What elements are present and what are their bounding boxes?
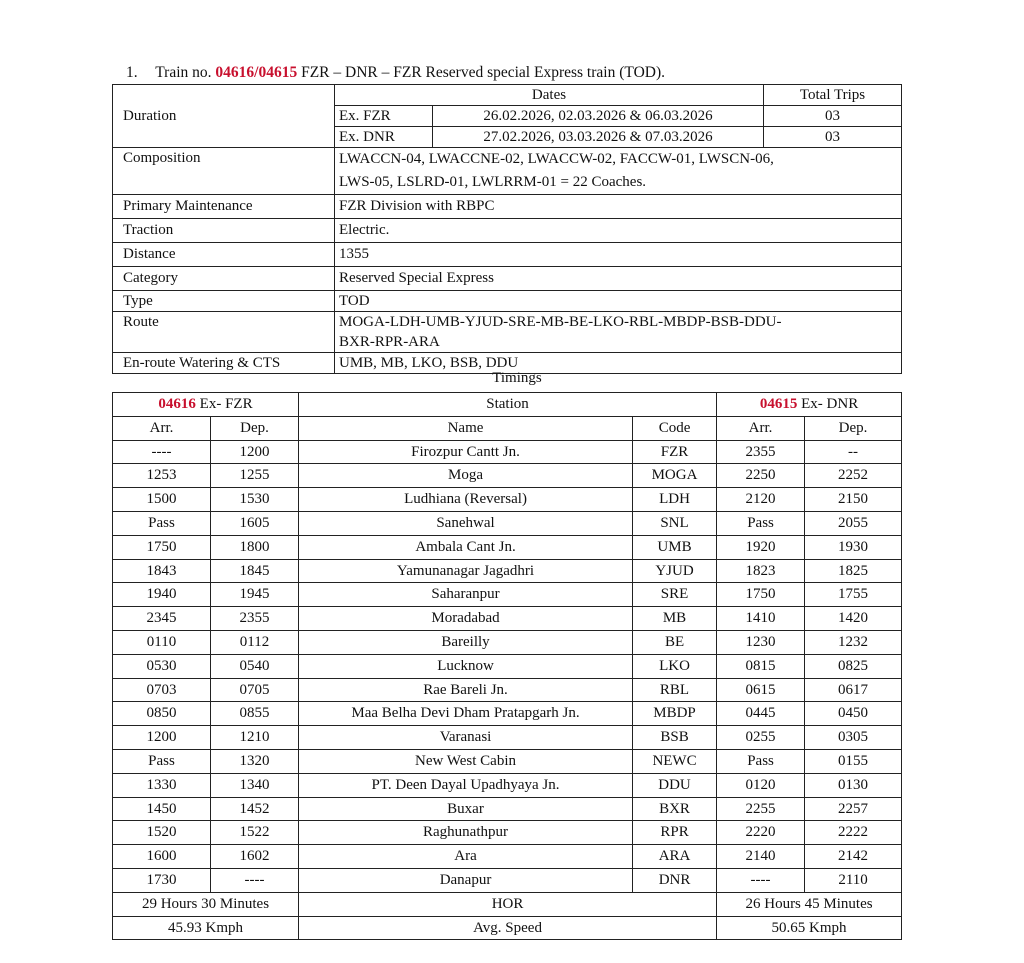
arr-time-ex-dnr: Pass [717,749,805,773]
dep-time-ex-fzr: 1210 [211,726,299,750]
dep-time-ex-fzr: 1800 [211,535,299,559]
timing-row [113,868,902,892]
timing-row [113,845,902,869]
speed-label: Avg. Speed [299,916,717,940]
arr-time-ex-fzr: 2345 [113,607,211,631]
dep-time-ex-fzr: 0855 [211,702,299,726]
arr-time-ex-fzr: 1750 [113,535,211,559]
dep-time-ex-fzr: 1605 [211,511,299,535]
arr-time-ex-fzr: 1520 [113,821,211,845]
type-value: TOD [335,291,902,312]
arr-time-ex-dnr: 2140 [717,845,805,869]
arr-time-ex-dnr: 2120 [717,488,805,512]
station-name: Rae Bareli Jn. [299,678,633,702]
trips-header: Total Trips [764,85,902,106]
station-name: Bareilly [299,630,633,654]
arr-time-ex-fzr: 0530 [113,654,211,678]
dep-time-ex-dnr: 2222 [805,821,902,845]
duration-label: Duration [113,85,335,148]
station-code: RPR [633,821,717,845]
route-line1: MOGA-LDH-UMB-YJUD-SRE-MB-BE-LKO-RBL-MBDP-BSB-DDU- [339,314,782,330]
station-code: SNL [633,511,717,535]
station-code: BE [633,630,717,654]
info-row-type [113,291,902,312]
arr-time-ex-fzr: 1843 [113,559,211,583]
info-row-composition [113,148,902,195]
dep-time-ex-fzr: 1320 [211,749,299,773]
dates-header: Dates [335,85,764,106]
timing-row [113,773,902,797]
station-name: Raghunathpur [299,821,633,845]
dep-time-ex-dnr: 1930 [805,535,902,559]
dep-time-ex-dnr: 2110 [805,868,902,892]
dep-time-ex-fzr: 1602 [211,845,299,869]
category-label: Category [113,267,335,291]
dep-time-ex-fzr: 1522 [211,821,299,845]
speed-left: 45.93 Kmph [113,916,299,940]
timings-header-row [113,393,902,417]
distance-label: Distance [113,243,335,267]
info-row-dates-header [113,85,902,106]
timing-row [113,821,902,845]
info-row-route [113,312,902,353]
speed-right: 50.65 Kmph [717,916,902,940]
dep-time-ex-fzr: 0112 [211,630,299,654]
duration-from: Ex. FZR [335,106,433,127]
train-heading [126,64,665,82]
dep-time-ex-dnr: 1825 [805,559,902,583]
timings-subheader-row [113,416,902,440]
dep-time-ex-fzr: 0705 [211,678,299,702]
timings-table [112,392,902,940]
dep-time-ex-dnr: 1232 [805,630,902,654]
dep-header: Dep. [805,416,902,440]
station-name: Ambala Cant Jn. [299,535,633,559]
train-info-table [112,84,902,374]
hor-row [113,892,902,916]
hor-left: 29 Hours 30 Minutes [113,892,299,916]
station-name: PT. Deen Dayal Upadhyaya Jn. [299,773,633,797]
timing-row [113,630,902,654]
dep-time-ex-fzr: 1255 [211,464,299,488]
dep-time-ex-dnr: 2257 [805,797,902,821]
right-train-from: Ex- DNR [797,396,859,412]
station-name: Ara [299,845,633,869]
dep-time-ex-fzr: 1200 [211,440,299,464]
left-train-from: Ex- FZR [195,396,253,412]
duration-trips: 03 [764,106,902,127]
arr-time-ex-dnr: 0445 [717,702,805,726]
station-header: Station [299,393,717,417]
distance-value: 1355 [335,243,902,267]
arr-header: Arr. [717,416,805,440]
station-code: MOGA [633,464,717,488]
duration-from: Ex. DNR [335,127,433,148]
dep-time-ex-dnr: 2055 [805,511,902,535]
dep-time-ex-fzr: 1452 [211,797,299,821]
traction-value: Electric. [335,219,902,243]
station-code: UMB [633,535,717,559]
arr-time-ex-fzr: 1450 [113,797,211,821]
info-row-traction [113,219,902,243]
info-row-distance [113,243,902,267]
dep-time-ex-dnr: 0450 [805,702,902,726]
station-name: Ludhiana (Reversal) [299,488,633,512]
heading-prefix: Train no. [155,64,212,81]
left-train-header [113,393,299,417]
station-code: SRE [633,583,717,607]
arr-header: Arr. [113,416,211,440]
arr-time-ex-dnr: 2220 [717,821,805,845]
dep-time-ex-dnr: 0825 [805,654,902,678]
left-train-no: 04616 [158,396,196,412]
arr-time-ex-dnr: 1750 [717,583,805,607]
timing-row [113,464,902,488]
station-code: MB [633,607,717,631]
arr-time-ex-dnr: 2355 [717,440,805,464]
duration-trips: 03 [764,127,902,148]
arr-time-ex-dnr: 2250 [717,464,805,488]
dep-time-ex-dnr: 0305 [805,726,902,750]
station-name: Sanehwal [299,511,633,535]
hor-label: HOR [299,892,717,916]
dep-time-ex-fzr: 1845 [211,559,299,583]
station-code: NEWC [633,749,717,773]
station-name: Danapur [299,868,633,892]
timings-label: Timings [492,370,542,386]
timing-row [113,726,902,750]
station-code: RBL [633,678,717,702]
maintenance-value: FZR Division with RBPC [335,195,902,219]
heading-suffix: FZR – DNR – FZR Reserved special Express train (TOD). [301,64,665,81]
arr-time-ex-dnr: 1410 [717,607,805,631]
timing-row [113,702,902,726]
station-name: New West Cabin [299,749,633,773]
dep-time-ex-dnr: 0155 [805,749,902,773]
station-name: Yamunanagar Jagadhri [299,559,633,583]
arr-time-ex-dnr: 1823 [717,559,805,583]
duration-dates: 26.02.2026, 02.03.2026 & 06.03.2026 [433,106,764,127]
route-value [335,312,902,353]
dep-time-ex-dnr: 2252 [805,464,902,488]
watering-value: UMB, MB, LKO, BSB, DDU [335,353,902,374]
arr-time-ex-fzr: ---- [113,440,211,464]
dep-time-ex-dnr: 2142 [805,845,902,869]
arr-time-ex-fzr: Pass [113,511,211,535]
arr-time-ex-dnr: 0255 [717,726,805,750]
station-code: DDU [633,773,717,797]
type-label: Type [113,291,335,312]
name-header: Name [299,416,633,440]
duration-dates: 27.02.2026, 03.03.2026 & 07.03.2026 [433,127,764,148]
traction-label: Traction [113,219,335,243]
station-name: Buxar [299,797,633,821]
info-row-category [113,267,902,291]
dep-time-ex-fzr: 0540 [211,654,299,678]
hor-right: 26 Hours 45 Minutes [717,892,902,916]
arr-time-ex-fzr: 1330 [113,773,211,797]
station-code: LDH [633,488,717,512]
composition-value [335,148,902,195]
dep-time-ex-dnr: 1755 [805,583,902,607]
timing-row [113,511,902,535]
timings-body [113,440,902,892]
heading-train-nos: 04616/04615 [215,64,298,81]
route-label: Route [113,312,335,353]
arr-time-ex-dnr: 2255 [717,797,805,821]
timing-row [113,678,902,702]
station-code: YJUD [633,559,717,583]
dep-time-ex-dnr: 2150 [805,488,902,512]
right-train-no: 04615 [759,396,798,412]
station-code: ARA [633,845,717,869]
timing-row [113,583,902,607]
arr-time-ex-fzr: 1940 [113,583,211,607]
arr-time-ex-dnr: 1230 [717,630,805,654]
route-line2: BXR-RPR-ARA [339,334,440,350]
arr-time-ex-fzr: 1253 [113,464,211,488]
arr-time-ex-dnr: Pass [717,511,805,535]
dep-time-ex-dnr: 1420 [805,607,902,631]
station-code: DNR [633,868,717,892]
arr-time-ex-fzr: 1730 [113,868,211,892]
station-code: MBDP [633,702,717,726]
timing-row [113,797,902,821]
maintenance-label: Primary Maintenance [113,195,335,219]
right-train-header [717,393,902,417]
composition-line2: LWS-05, LSLRD-01, LWLRRM-01 = 22 Coaches. [339,174,647,190]
dep-time-ex-dnr: -- [805,440,902,464]
arr-time-ex-dnr: 0120 [717,773,805,797]
station-name: Moradabad [299,607,633,631]
speed-row [113,916,902,940]
timing-row [113,535,902,559]
station-name: Varanasi [299,726,633,750]
arr-time-ex-dnr: ---- [717,868,805,892]
arr-time-ex-fzr: 0703 [113,678,211,702]
station-code: BXR [633,797,717,821]
code-header: Code [633,416,717,440]
dep-time-ex-dnr: 0617 [805,678,902,702]
dep-header: Dep. [211,416,299,440]
arr-time-ex-dnr: 0615 [717,678,805,702]
composition-label: Composition [113,148,335,195]
dep-time-ex-fzr: 1530 [211,488,299,512]
station-code: LKO [633,654,717,678]
dep-time-ex-fzr: ---- [211,868,299,892]
arr-time-ex-fzr: Pass [113,749,211,773]
heading-number: 1. [126,64,138,81]
arr-time-ex-fzr: 1600 [113,845,211,869]
station-name: Saharanpur [299,583,633,607]
station-name: Lucknow [299,654,633,678]
dep-time-ex-fzr: 2355 [211,607,299,631]
arr-time-ex-dnr: 0815 [717,654,805,678]
timing-row [113,559,902,583]
watering-label: En-route Watering & CTS [113,353,335,374]
station-code: BSB [633,726,717,750]
timing-row [113,654,902,678]
arr-time-ex-fzr: 0110 [113,630,211,654]
dep-time-ex-fzr: 1340 [211,773,299,797]
category-value: Reserved Special Express [335,267,902,291]
station-code: FZR [633,440,717,464]
composition-line1: LWACCN-04, LWACCNE-02, LWACCW-02, FACCW-01, LWSCN-06, [339,151,774,167]
info-row-maintenance [113,195,902,219]
station-name: Maa Belha Devi Dham Pratapgarh Jn. [299,702,633,726]
timing-row [113,440,902,464]
station-name: Moga [299,464,633,488]
dep-time-ex-dnr: 0130 [805,773,902,797]
timing-row [113,488,902,512]
arr-time-ex-fzr: 1200 [113,726,211,750]
arr-time-ex-fzr: 1500 [113,488,211,512]
dep-time-ex-fzr: 1945 [211,583,299,607]
arr-time-ex-dnr: 1920 [717,535,805,559]
arr-time-ex-fzr: 0850 [113,702,211,726]
timing-row [113,607,902,631]
station-name: Firozpur Cantt Jn. [299,440,633,464]
timing-row [113,749,902,773]
